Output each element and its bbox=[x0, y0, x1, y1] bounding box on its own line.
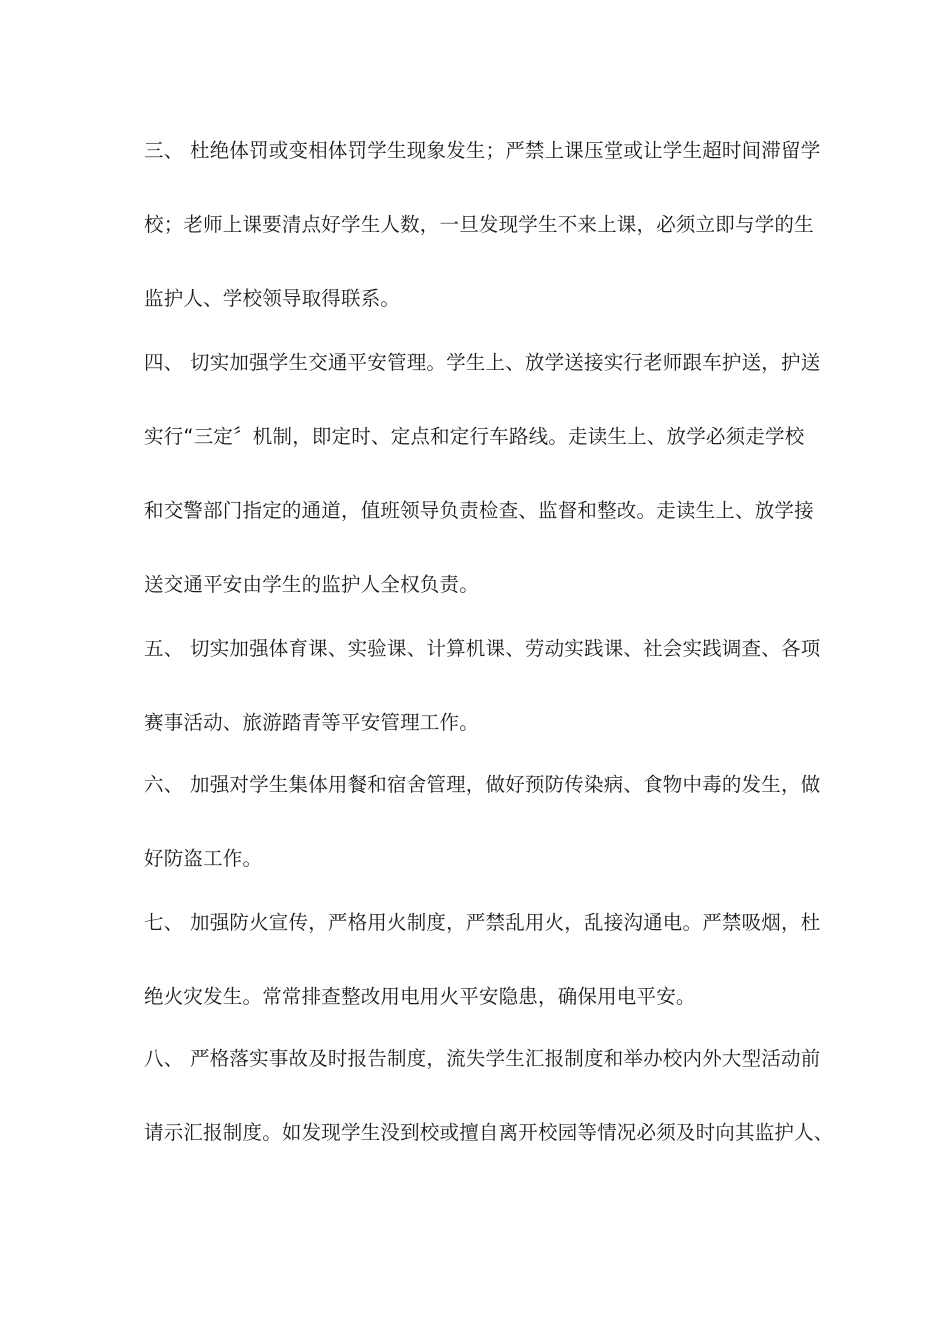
item-number: 三、 bbox=[144, 139, 184, 162]
item-number: 五、 bbox=[144, 637, 184, 660]
paragraph-line: 好防盗工作。 bbox=[144, 847, 263, 870]
item-text: 切实加强学生交通平安管理。学生上、放学送接实行老师跟车护送，护送 bbox=[190, 351, 821, 374]
paragraph-line: 和交警部门指定的通道，值班领导负责检查、监督和整改。走读生上、放学接 bbox=[144, 499, 814, 522]
paragraph-line: 送交通平安由学生的监护人全权负责。 bbox=[144, 573, 479, 596]
paragraph-line: 监护人、学校领导取得联系。 bbox=[144, 287, 401, 310]
paragraph-line: 绝火灾发生。常常排查整改用电用火平安隐患，确保用电平安。 bbox=[144, 985, 696, 1008]
paragraph-line bbox=[144, 772, 821, 798]
item-text: 加强对学生集体用餐和宿舍管理，做好预防传染病、食物中毒的发生，做 bbox=[190, 773, 821, 796]
item-text: 切实加强体育课、实验课、计算机课、劳动实践课、社会实践调查、各项 bbox=[190, 637, 821, 660]
item-number: 八、 bbox=[144, 1047, 184, 1070]
item-text: 杜绝体罚或变相体罚学生现象发生；严禁上课压堂或让学生超时间滞留学 bbox=[190, 139, 821, 162]
item-text: 严格落实事故及时报告制度，流失学生汇报制度和举办校内外大型活动前 bbox=[190, 1047, 821, 1070]
paragraph-line bbox=[144, 350, 821, 376]
paragraph-line: 请示汇报制度。如发现学生没到校或擅自离开校园等情况必须及时向其监护人、 bbox=[144, 1121, 834, 1144]
paragraph-line bbox=[144, 636, 821, 662]
item-number: 四、 bbox=[144, 351, 184, 374]
paragraph-line bbox=[144, 1046, 821, 1072]
paragraph-line: 实行“三定〞机制，即定时、定点和定行车路线。走读生上、放学必须走学校 bbox=[144, 425, 805, 448]
paragraph-line: 校；老师上课要清点好学生人数，一旦发现学生不来上课，必须立即与学的生 bbox=[144, 213, 814, 236]
paragraph-line bbox=[144, 910, 821, 936]
item-text: 加强防火宣传，严格用火制度，严禁乱用火，乱接沟通电。严禁吸烟，杜 bbox=[190, 911, 821, 934]
paragraph-line bbox=[144, 138, 821, 164]
paragraph-line: 赛事活动、旅游踏青等平安管理工作。 bbox=[144, 711, 479, 734]
item-number: 七、 bbox=[144, 911, 184, 934]
item-number: 六、 bbox=[144, 773, 184, 796]
